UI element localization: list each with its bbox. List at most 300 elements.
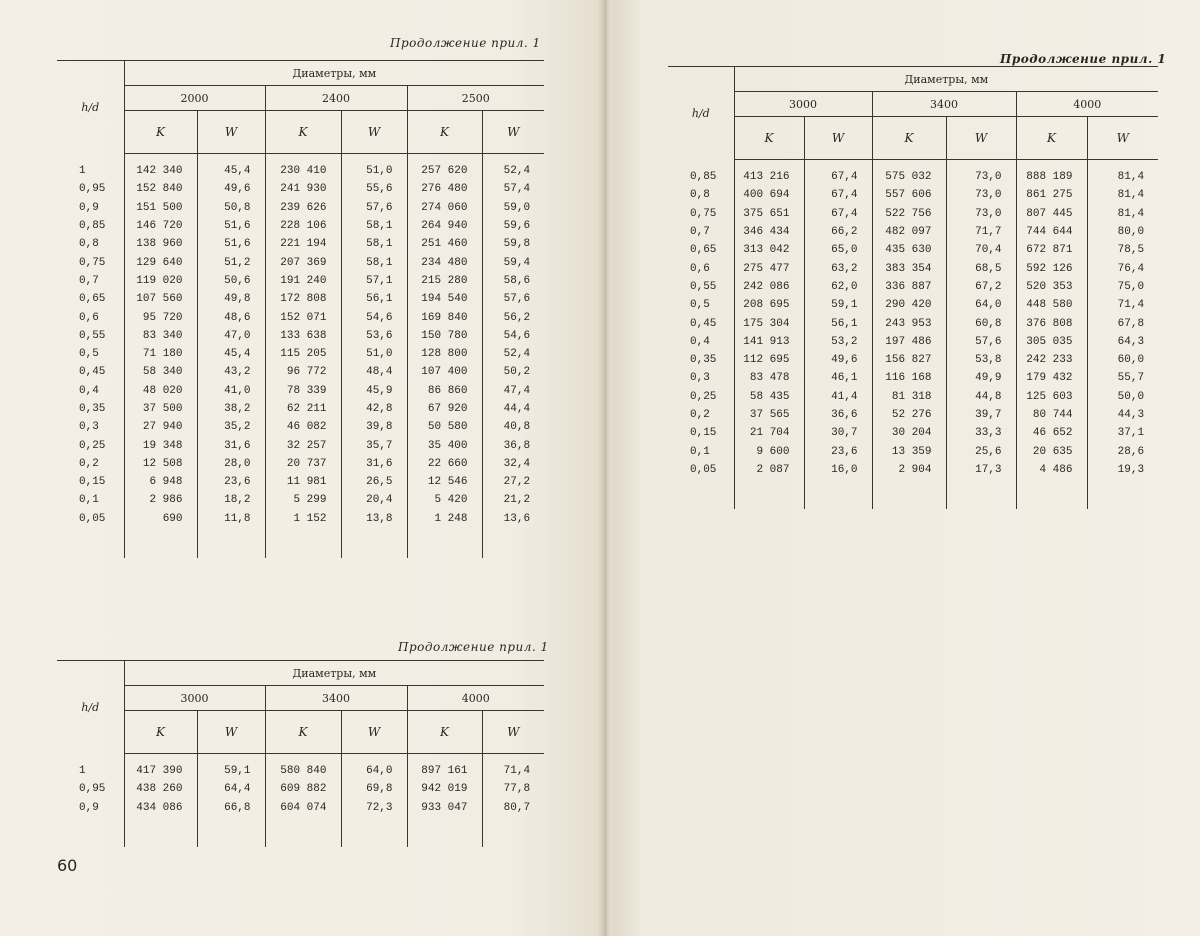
cell-k: 142 340 [124,154,197,181]
table-row [57,217,544,235]
diameter-value: 2500 [407,86,544,111]
cell-w: 81,4 [1117,171,1145,184]
cell-w: 58,1 [341,235,407,253]
cell-k: 434 086 [124,799,197,817]
cell-w: 57,6 [341,199,407,217]
cell-w: 72,3 [341,799,407,817]
cell-w: 71,7 [946,223,1016,241]
col-k: K [124,711,197,754]
cell-k: 336 887 [872,278,946,296]
cell-w: 31,6 [341,455,407,473]
cell-k: 46 652 [1016,424,1087,442]
cell-w: 51,0 [341,345,407,363]
cell-hd: 0,7 [57,272,124,290]
cell-k: 37 565 [734,406,804,424]
cell-k: 129 640 [124,253,197,271]
diameter-value: 3400 [872,92,1016,117]
cell-w: 37,1 [1117,427,1145,440]
cell-w: 31,6 [197,436,265,454]
cell-k: 933 047 [407,799,482,817]
cell-k: 50 580 [407,418,482,436]
cell-w: 81,4 [1117,207,1145,220]
cell-k: 58 340 [124,363,197,381]
cell-k: 19 348 [124,436,197,454]
cell-k: 522 756 [872,205,946,223]
cell-w: 27,2 [503,476,531,489]
cell-w: 58,1 [341,217,407,235]
cell-hd: 0,3 [57,418,124,436]
cell-k: 32 257 [265,436,341,454]
cell-w: 23,6 [804,442,872,460]
col-w: W [946,117,1016,160]
filler-cell [341,528,407,558]
cell-w: 69,8 [341,780,407,798]
cell-hd: 0,95 [57,780,124,798]
cell-w: 49,6 [804,351,872,369]
cell-hd: 0,9 [57,799,124,817]
cell-k: 228 106 [265,217,341,235]
cell-hd: 0,35 [57,400,124,418]
cell-k: 207 369 [265,253,341,271]
cell-k: 179 432 [1016,369,1087,387]
table-row [57,180,544,198]
cell-w: 59,0 [503,201,531,214]
cell-k: 290 420 [872,296,946,314]
filler-cell [124,817,197,847]
cell-w: 58,6 [503,274,531,287]
cell-hd: 0,3 [668,369,734,387]
cell-hd: 0,9 [57,199,124,217]
table-filler-row [668,479,1158,509]
table-row [57,754,544,781]
cell-hd: 0,55 [668,278,734,296]
cell-w: 54,6 [341,308,407,326]
cell-k: 150 780 [407,327,482,345]
table2-body [57,754,544,847]
table-row [57,199,544,217]
cell-w: 64,0 [341,754,407,781]
cell-w: 44,3 [1117,409,1145,421]
cell-k: 383 354 [872,259,946,277]
cell-k: 375 651 [734,205,804,223]
filler-cell [265,528,341,558]
cell-k: 2 986 [124,491,197,509]
caption-top-left: Продолжение прил. 1 [390,36,541,50]
cell-k: 22 660 [407,455,482,473]
diameter-value: 3400 [265,686,407,711]
cell-k: 241 930 [265,180,341,198]
cell-k: 138 960 [124,235,197,253]
diameter-value: 3000 [734,92,872,117]
table-row [57,491,544,509]
cell-w: 35,7 [341,436,407,454]
cell-k: 413 216 [734,160,804,187]
cell-w: 20,4 [341,491,407,509]
cell-k: 604 074 [265,799,341,817]
table-row [57,799,544,817]
cell-hd: 0,25 [57,436,124,454]
cell-w: 39,7 [946,406,1016,424]
cell-k: 78 339 [265,382,341,400]
cell-k: 215 280 [407,272,482,290]
cell-w: 65,0 [804,241,872,259]
cell-k: 58 435 [734,388,804,406]
cell-hd: 0,45 [57,363,124,381]
cell-k: 9 600 [734,442,804,460]
cell-w: 73,0 [946,160,1016,187]
cell-k: 580 840 [265,754,341,781]
cell-w: 55,7 [1117,372,1145,385]
col-k: K [265,111,341,154]
cell-k: 5 420 [407,491,482,509]
cell-w: 49,6 [197,180,265,198]
cell-k: 313 042 [734,241,804,259]
cell-w: 48,4 [341,363,407,381]
cell-w: 64,4 [197,780,265,798]
table-row [668,351,1158,369]
table-row [57,235,544,253]
cell-k: 175 304 [734,314,804,332]
cell-k: 128 800 [407,345,482,363]
cell-w: 67,4 [804,160,872,187]
table-diameters-2000-2500 [57,60,544,558]
cell-w: 13,6 [503,512,531,525]
cell-w: 44,4 [503,403,531,415]
cell-k: 115 205 [265,345,341,363]
cell-k: 62 211 [265,400,341,418]
filler-cell [872,479,946,509]
diameter-value: 2000 [124,86,265,111]
cell-w: 11,8 [197,510,265,528]
cell-w: 64,3 [1117,335,1145,348]
cell-w: 35,2 [197,418,265,436]
cell-k: 239 626 [265,199,341,217]
cell-w: 66,2 [804,223,872,241]
cell-hd: 1 [57,154,124,181]
cell-k: 48 020 [124,382,197,400]
cell-w: 59,1 [197,754,265,781]
cell-w: 28,0 [197,455,265,473]
cell-w: 67,2 [946,278,1016,296]
cell-w: 59,4 [503,256,531,269]
col-w: W [482,111,544,154]
table-row [668,388,1158,406]
diameters-header: Диаметры, мм [124,661,544,686]
cell-k: 276 480 [407,180,482,198]
cell-k: 112 695 [734,351,804,369]
cell-w: 50,6 [197,272,265,290]
cell-k: 609 882 [265,780,341,798]
col-k: K [1016,117,1087,160]
table-row [57,473,544,491]
cell-w: 76,4 [1117,262,1145,275]
cell-k: 152 071 [265,308,341,326]
cell-k: 191 240 [265,272,341,290]
cell-k: 6 948 [124,473,197,491]
cell-w: 57,4 [503,183,531,196]
cell-w: 25,6 [946,442,1016,460]
cell-hd: 0,2 [668,406,734,424]
cell-w: 55,6 [341,180,407,198]
cell-w: 73,0 [946,205,1016,223]
cell-k: 448 580 [1016,296,1087,314]
cell-w: 49,9 [946,369,1016,387]
cell-k: 107 560 [124,290,197,308]
cell-w: 19,3 [1117,463,1145,476]
cell-k: 243 953 [872,314,946,332]
cell-hd: 0,5 [57,345,124,363]
diameter-value: 4000 [407,686,544,711]
cell-k: 230 410 [265,154,341,181]
cell-k: 169 840 [407,308,482,326]
table-row [668,259,1158,277]
cell-w: 23,6 [197,473,265,491]
cell-w: 38,2 [197,400,265,418]
cell-w: 52,4 [503,165,531,178]
diameter-value: 2400 [265,86,407,111]
cell-hd: 0,45 [668,314,734,332]
filler-cell [1016,479,1087,509]
cell-k: 83 340 [124,327,197,345]
cell-w: 51,0 [341,154,407,181]
cell-k: 520 353 [1016,278,1087,296]
cell-k: 35 400 [407,436,482,454]
cell-w: 36,8 [503,439,531,452]
diameters-header: Диаметры, мм [124,61,544,86]
cell-w: 56,1 [804,314,872,332]
diameters-header: Диаметры, мм [734,67,1158,92]
col-k: K [407,111,482,154]
cell-w: 51,2 [197,253,265,271]
cell-w: 53,6 [341,327,407,345]
cell-k: 30 204 [872,424,946,442]
col-w: W [1087,117,1158,160]
cell-k: 744 644 [1016,223,1087,241]
cell-k: 172 808 [265,290,341,308]
cell-w: 50,0 [1117,390,1145,403]
cell-w: 43,2 [197,363,265,381]
cell-k: 11 981 [265,473,341,491]
cell-hd: 0,05 [57,510,124,528]
cell-k: 557 606 [872,186,946,204]
cell-hd: 0,1 [668,442,734,460]
cell-k: 242 086 [734,278,804,296]
cell-w: 44,8 [946,388,1016,406]
cell-k: 257 620 [407,154,482,181]
cell-hd: 0,65 [57,290,124,308]
filler-cell [57,528,124,558]
cell-hd: 0,5 [668,296,734,314]
cell-w: 53,8 [946,351,1016,369]
table-row [57,510,544,528]
cell-k: 888 189 [1016,160,1087,187]
cell-w: 59,8 [503,238,531,251]
page-number: 60 [57,856,78,875]
table-row [668,442,1158,460]
cell-w: 48,6 [197,308,265,326]
cell-k: 1 248 [407,510,482,528]
cell-k: 12 546 [407,473,482,491]
cell-k: 116 168 [872,369,946,387]
cell-hd: 0,15 [668,424,734,442]
cell-w: 32,4 [503,457,531,470]
filler-cell [407,528,482,558]
cell-k: 482 097 [872,223,946,241]
table-row [57,308,544,326]
cell-w: 46,1 [804,369,872,387]
cell-k: 194 540 [407,290,482,308]
cell-hd: 0,4 [57,382,124,400]
cell-k: 4 486 [1016,461,1087,479]
cell-k: 81 318 [872,388,946,406]
cell-k: 20 737 [265,455,341,473]
cell-hd: 0,35 [668,351,734,369]
cell-w: 59,6 [503,220,531,233]
cell-hd: 0,15 [57,473,124,491]
cell-w: 30,7 [804,424,872,442]
cell-hd: 0,55 [57,327,124,345]
table-row [668,406,1158,424]
cell-k: 151 500 [124,199,197,217]
cell-w: 75,0 [1117,280,1145,293]
cell-k: 2 904 [872,461,946,479]
cell-w: 73,0 [946,186,1016,204]
cell-k: 141 913 [734,333,804,351]
table-row [57,154,544,181]
cell-w: 53,2 [804,333,872,351]
table-row [668,424,1158,442]
filler-cell [341,817,407,847]
cell-k: 119 020 [124,272,197,290]
cell-k: 125 603 [1016,388,1087,406]
cell-k: 417 390 [124,754,197,781]
cell-hd: 0,05 [668,461,734,479]
diameter-value: 4000 [1016,92,1158,117]
diameter-value: 3000 [124,686,265,711]
cell-hd: 0,85 [57,217,124,235]
cell-w: 63,2 [804,259,872,277]
cell-k: 5 299 [265,491,341,509]
cell-k: 52 276 [872,406,946,424]
cell-k: 156 827 [872,351,946,369]
cell-w: 62,0 [804,278,872,296]
cell-k: 234 480 [407,253,482,271]
cell-w: 80,7 [503,801,531,814]
col-w: W [341,111,407,154]
table-diameters-3000-4000-top [57,660,544,847]
table-row [668,369,1158,387]
cell-k: 2 087 [734,461,804,479]
filler-cell [804,479,872,509]
cell-w: 57,6 [946,333,1016,351]
cell-hd: 0,8 [668,186,734,204]
cell-k: 435 630 [872,241,946,259]
cell-hd: 0,6 [57,308,124,326]
cell-w: 58,1 [341,253,407,271]
cell-hd: 0,4 [668,333,734,351]
table-row [668,241,1158,259]
cell-k: 27 940 [124,418,197,436]
col-k: K [265,711,341,754]
cell-w: 81,4 [1117,189,1145,202]
table-row [668,314,1158,332]
cell-k: 221 194 [265,235,341,253]
filler-cell [668,479,734,509]
cell-hd: 0,85 [668,160,734,187]
cell-k: 897 161 [407,754,482,781]
cell-w: 70,4 [946,241,1016,259]
col-k: K [124,111,197,154]
filler-cell [946,479,1016,509]
table-row [57,436,544,454]
cell-k: 242 233 [1016,351,1087,369]
cell-hd: 0,2 [57,455,124,473]
cell-w: 47,4 [503,384,531,397]
cell-w: 51,6 [197,217,265,235]
cell-hd: 1 [57,754,124,781]
table-row [57,418,544,436]
cell-w: 33,3 [946,424,1016,442]
cell-w: 56,2 [503,311,531,324]
table-row [57,253,544,271]
cell-w: 21,2 [503,494,531,507]
filler-cell [197,528,265,558]
cell-k: 690 [124,510,197,528]
table-filler-row [57,528,544,558]
cell-k: 71 180 [124,345,197,363]
table-row [57,327,544,345]
cell-hd: 0,1 [57,491,124,509]
book-gutter [598,0,612,936]
table-row [668,461,1158,479]
cell-w: 36,6 [804,406,872,424]
cell-w: 66,8 [197,799,265,817]
cell-k: 438 260 [124,780,197,798]
filler-cell [265,817,341,847]
cell-k: 95 720 [124,308,197,326]
filler-cell [197,817,265,847]
cell-k: 575 032 [872,160,946,187]
table-row [57,455,544,473]
cell-k: 376 808 [1016,314,1087,332]
table-row [57,272,544,290]
cell-k: 107 400 [407,363,482,381]
cell-w: 16,0 [804,461,872,479]
cell-k: 146 720 [124,217,197,235]
cell-k: 83 478 [734,369,804,387]
table-row [668,205,1158,223]
cell-k: 251 460 [407,235,482,253]
cell-w: 51,6 [197,235,265,253]
cell-w: 40,8 [503,421,531,434]
filler-cell [1087,479,1158,509]
table-row [668,296,1158,314]
table-row [57,780,544,798]
col-w: W [482,711,544,754]
cell-w: 39,8 [341,418,407,436]
cell-k: 672 871 [1016,241,1087,259]
hd-header: h/d [57,661,124,754]
cell-w: 47,0 [197,327,265,345]
cell-k: 264 940 [407,217,482,235]
cell-w: 71,4 [1117,299,1145,312]
caption-right: Продолжение прил. 1 [1000,52,1167,66]
cell-w: 13,8 [341,510,407,528]
cell-k: 21 704 [734,424,804,442]
cell-w: 78,5 [1117,244,1145,257]
cell-w: 60,8 [946,314,1016,332]
cell-k: 37 500 [124,400,197,418]
